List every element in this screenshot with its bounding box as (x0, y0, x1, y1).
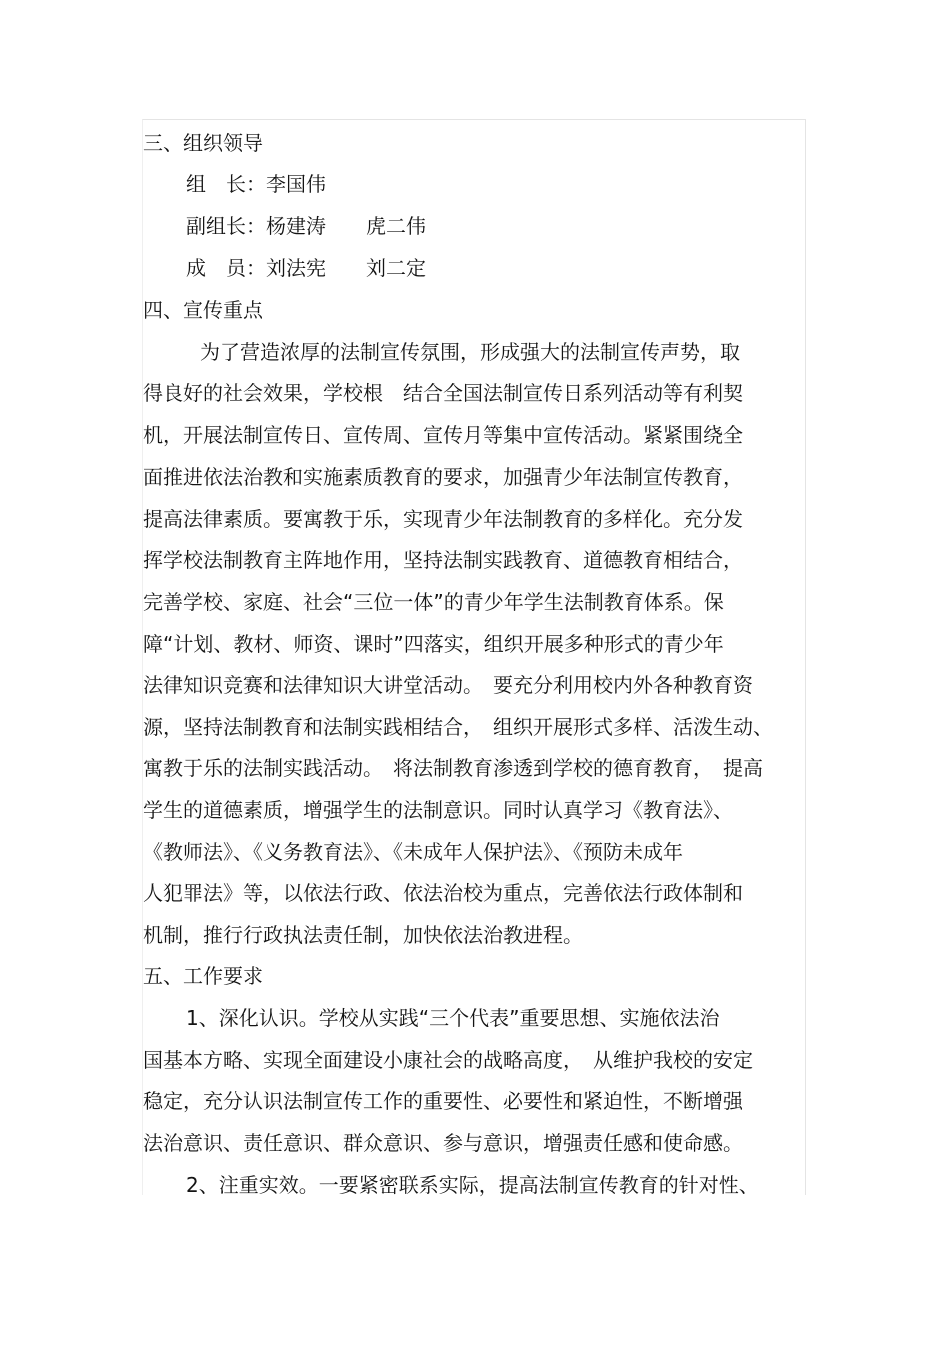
paragraph-line: 国基本方略、实现全面建设小康社会的战略高度， 从维护我校的安定 (143, 1048, 753, 1072)
paragraph-line: 《教师法》、《义务教育法》、《未成年人保护法》、《预防未成年 (143, 840, 683, 864)
paragraph-line: 学生的道德素质，增强学生的法制意识。同时认真学习《教育法》、 (143, 798, 733, 822)
paragraph-line: 1、深化认识。学校从实践“三个代表”重要思想、实施依法治 (186, 1006, 720, 1030)
paragraph-line: 机，开展法制宣传日、宣传周、宣传月等集中宣传活动。紧紧围绕全 (143, 423, 743, 447)
section-heading-publicity: 四、宣传重点 (143, 298, 263, 322)
paragraph-line: 法律知识竞赛和法律知识大讲堂活动。 要充分利用校内外各种教育资 (143, 673, 753, 697)
members-line: 成 员：刘法宪 刘二定 (186, 256, 426, 280)
paragraph-line: 障“计划、教材、师资、课时”四落实，组织开展多种形式的青少年 (143, 632, 724, 656)
paragraph-line: 人犯罪法》等，以依法行政、依法治校为重点，完善依法行政体制和 (143, 881, 743, 905)
paragraph-line: 稳定，充分认识法制宣传工作的重要性、必要性和紧迫性，不断增强 (143, 1089, 743, 1113)
paragraph-line: 面推进依法治教和实施素质教育的要求，加强青少年法制宣传教育， (143, 465, 743, 489)
paragraph-line: 机制，推行行政执法责任制，加快依法治教进程。 (143, 923, 583, 947)
section-heading-requirements: 五、工作要求 (143, 964, 263, 988)
section-heading-organization: 三、组织领导 (143, 131, 263, 155)
deputy-leader-line: 副组长：杨建涛 虎二伟 (186, 214, 426, 238)
paragraph-line: 2、注重实效。一要紧密联系实际，提高法制宣传教育的针对性、 (186, 1173, 759, 1197)
paragraph-line: 寓教于乐的法制实践活动。 将法制教育渗透到学校的德育教育， 提高 (143, 756, 763, 780)
paragraph-line: 得良好的社会效果，学校根 结合全国法制宣传日系列活动等有利契 (143, 381, 743, 405)
paragraph-line: 提高法律素质。要寓教于乐，实现青少年法制教育的多样化。充分发 (143, 507, 743, 531)
paragraph-line: 为了营造浓厚的法制宣传氛围，形成强大的法制宣传声势，取 (200, 340, 740, 364)
paragraph-line: 源，坚持法制教育和法制实践相结合， 组织开展形式多样、活泼生动、 (143, 715, 773, 739)
paragraph-line: 完善学校、家庭、社会“三位一体”的青少年学生法制教育体系。保 (143, 590, 724, 614)
leader-line: 组 长：李国伟 (186, 172, 326, 196)
paragraph-line: 法治意识、责任意识、群众意识、参与意识，增强责任感和使命感。 (143, 1131, 743, 1155)
paragraph-line: 挥学校法制教育主阵地作用，坚持法制实践教育、道德教育相结合， (143, 548, 743, 572)
